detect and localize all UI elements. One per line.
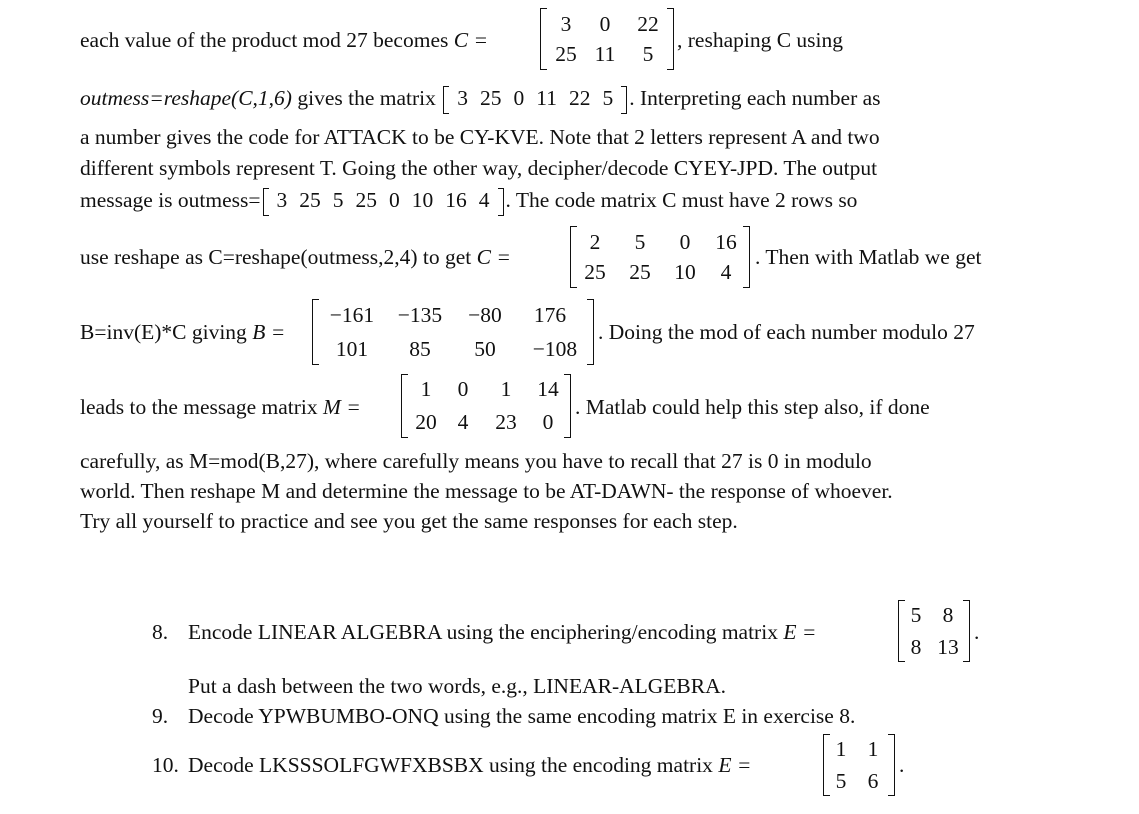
matrix-cell: 25	[555, 42, 577, 66]
c-label: C =	[476, 245, 511, 269]
matrix-cell: 4	[457, 410, 469, 434]
row-vector-entry: 25	[355, 188, 378, 212]
matrix-cell: 5	[642, 42, 654, 66]
matrix-cell: 23	[495, 410, 517, 434]
exercise-9-text: Decode YPWBUMBO-ONQ using the same encoding matrix E in exercise 8.	[188, 704, 856, 728]
line-6-pre: use reshape as C=reshape(outmess,2,4) to get	[80, 245, 472, 269]
line-2-post: . Interpreting each number as	[629, 86, 881, 110]
line-4-text: different symbols represent T. Going the other way, decipher/decode CYEY-JPD. The output	[80, 156, 878, 180]
line-7-post: . Doing the mod of each number modulo 27	[598, 320, 975, 344]
matrix-cell: 5	[835, 769, 847, 793]
matrix-cell: 13	[937, 635, 959, 659]
e-label: E =	[718, 753, 752, 777]
row-vector-entry: 3	[276, 188, 288, 212]
line-8-post: . Matlab could help this step also, if done	[575, 395, 930, 419]
matrix-cell: 1	[835, 737, 847, 761]
matrix-cell: 6	[867, 769, 879, 793]
row-vector-entry: 5	[602, 86, 614, 110]
row-vector-entry: 16	[445, 188, 467, 212]
row-vector-entry: 3	[457, 86, 468, 110]
matrix-cell: 5	[634, 230, 646, 254]
matrix-e8	[898, 600, 970, 662]
matrix-cell: 4	[720, 260, 732, 284]
e-label: E =	[783, 620, 817, 644]
line-1-pre: each value of the product mod 27 becomes	[80, 28, 449, 52]
matrix-cell: 85	[409, 337, 431, 361]
line-5-pre: message is outmess=	[80, 188, 261, 212]
m-label: M =	[323, 395, 361, 419]
exercise-8-prompt: Encode LINEAR ALGEBRA using the enciphering/encoding matrix	[188, 620, 778, 644]
row-vector-entry: 0	[513, 86, 525, 110]
matrix-cell: 8	[942, 603, 954, 627]
line-1-text	[80, 27, 488, 53]
row-vector-entry: 10	[411, 188, 434, 212]
row-vector-entry: 11	[536, 86, 557, 110]
line-6-text	[80, 244, 511, 270]
row-vector-entry: 5	[332, 188, 344, 212]
matrix-cell: 22	[637, 12, 659, 36]
line-2-mid: gives the matrix	[297, 86, 436, 110]
matrix-cell: −135	[397, 303, 443, 327]
matrix-cell: 50	[474, 337, 496, 361]
line-9-text: carefully, as M=mod(B,27), where carefully means you have to recall that 27 is 0 in modulo	[80, 449, 872, 473]
reshape-command: outmess=reshape(C,1,6)	[80, 86, 292, 110]
row-vector-entry: 0	[389, 188, 400, 212]
matrix-cell: 0	[599, 12, 611, 36]
matrix-c2	[570, 226, 750, 288]
line-8-text	[80, 394, 361, 420]
matrix-e10	[823, 734, 895, 796]
exercise-8-text	[188, 619, 816, 645]
c-label: C =	[453, 28, 488, 52]
line-2-text	[80, 85, 881, 114]
matrix-c1	[540, 8, 674, 70]
exercise-9-number: 9.	[152, 704, 169, 728]
matrix-cell: 14	[537, 377, 559, 401]
matrix-m	[401, 374, 571, 438]
row-vector-entry: 22	[568, 86, 591, 110]
matrix-cell: 25	[629, 260, 651, 284]
exercise-8-number: 8.	[152, 620, 169, 644]
matrix-cell: 10	[674, 260, 696, 284]
line-11-text: Try all yourself to practice and see you get the same responses for each step.	[80, 509, 738, 533]
exercise-10-prompt: Decode LKSSSOLFGWFXBSBX using the encoding matrix	[188, 753, 713, 777]
line-3-text: a number gives the code for ATTACK to be CY-KVE. Note that 2 letters represent A and two	[80, 125, 880, 149]
matrix-b	[312, 299, 594, 365]
matrix-cell: −161	[329, 303, 375, 327]
matrix-cell: 1	[867, 737, 879, 761]
exercise-10-number: 10.	[152, 753, 179, 777]
matrix-cell: 16	[715, 230, 737, 254]
matrix-cell: 1	[500, 377, 512, 401]
line-6-post: . Then with Matlab we get	[755, 245, 982, 269]
matrix-cell: 3	[560, 12, 572, 36]
matrix-cell: 101	[335, 337, 369, 361]
line-7-text	[80, 319, 285, 345]
line-5-text	[80, 187, 857, 216]
matrix-cell: 25	[584, 260, 606, 284]
matrix-cell: 0	[457, 377, 469, 401]
matrix-cell: 2	[589, 230, 601, 254]
matrix-cell: 176	[533, 303, 567, 327]
line-1-post: , reshaping C using	[677, 28, 844, 52]
exercise-10-period: .	[899, 753, 905, 777]
line-8-pre: leads to the message matrix	[80, 395, 318, 419]
row-vector-entry: 25	[299, 188, 321, 212]
matrix-cell: 0	[542, 410, 554, 434]
exercise-8-note: Put a dash between the two words, e.g., LINEAR-ALGEBRA.	[188, 674, 727, 698]
row-vector-entry: 4	[478, 188, 490, 212]
matrix-cell: −80	[468, 303, 502, 327]
matrix-cell: −108	[532, 337, 578, 361]
b-label: B =	[252, 320, 286, 344]
line-5-post: . The code matrix C must have 2 rows so	[505, 188, 858, 212]
line-10-text: world. Then reshape M and determine the message to be AT-DAWN- the response of whoever.	[80, 479, 893, 503]
exercise-10-text	[188, 752, 751, 778]
matrix-cell: 8	[910, 635, 922, 659]
matrix-cell: 20	[415, 410, 437, 434]
matrix-cell: 0	[679, 230, 691, 254]
line-7-pre: B=inv(E)*C giving	[80, 320, 247, 344]
row-vector-entry: 25	[480, 86, 502, 110]
matrix-cell: 1	[420, 377, 432, 401]
matrix-cell: 11	[594, 42, 616, 66]
exercise-8-period: .	[974, 620, 980, 644]
matrix-cell: 5	[910, 603, 922, 627]
